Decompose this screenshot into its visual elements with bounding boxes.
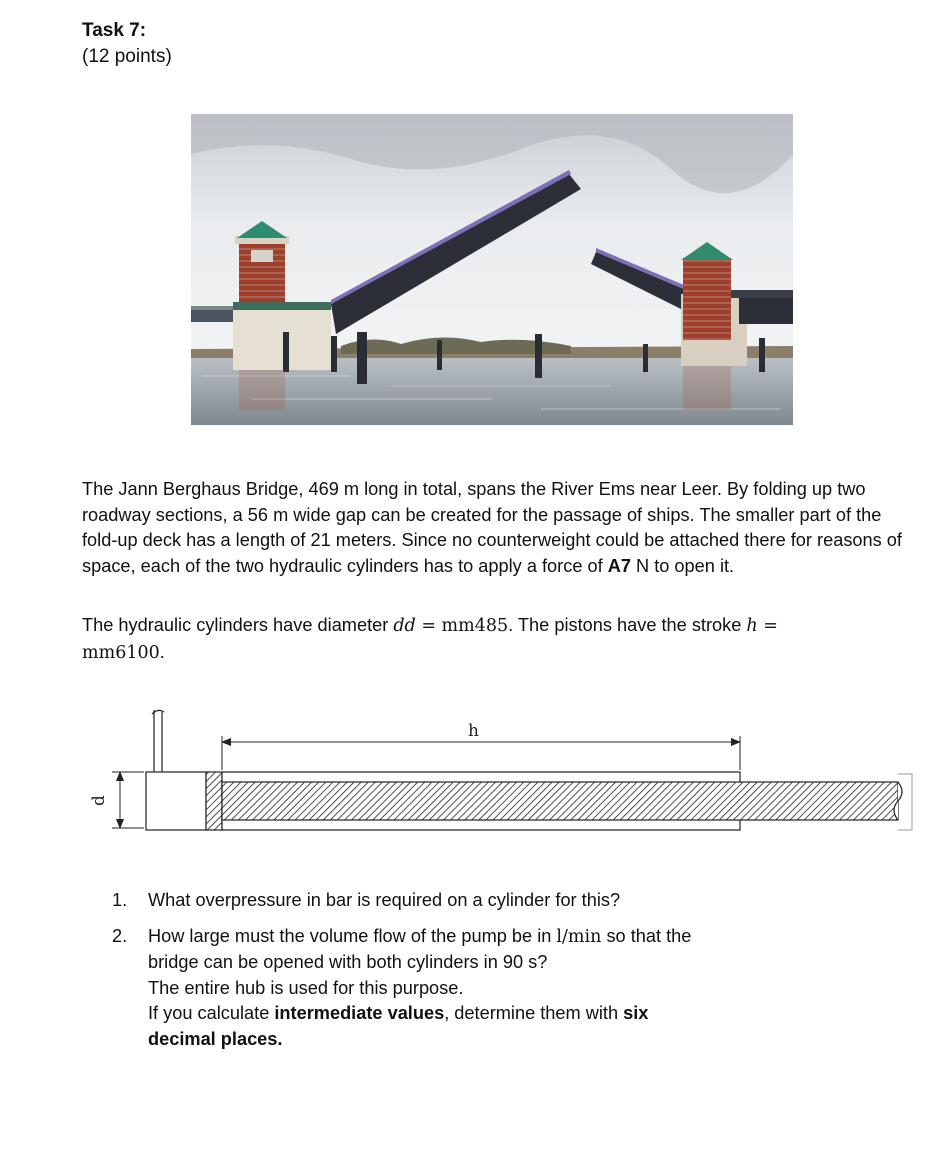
intro-paragraph (82, 477, 902, 579)
hint-text-a: If you calculate (148, 1003, 275, 1024)
specs-text-a: The hydraulic cylinders have diameter (82, 615, 394, 635)
bridge-photo (191, 114, 793, 425)
intro-text-end: N to open it. (630, 555, 735, 576)
force-placeholder: A7 (607, 555, 631, 576)
h-label: h (468, 721, 479, 741)
task-points: (12 points) (82, 46, 172, 67)
question-line-3: The entire hub is used for this purpose. (148, 977, 464, 998)
hint-bold-1: intermediate values (274, 1003, 445, 1024)
d-label: d (89, 795, 109, 806)
question-hint (148, 1001, 872, 1027)
stroke-equals: = (757, 616, 778, 636)
question-hint-end (148, 1027, 872, 1053)
diameter-symbol: dd (393, 616, 416, 636)
stroke-value: mm6100 (82, 642, 160, 663)
question-line-2: bridge can be opened with both cylinders in 90 s? (148, 952, 548, 973)
cylinder-diagram (82, 700, 914, 840)
question-text: How large must the volume flow of the pump be in (148, 925, 557, 946)
question-number: 1. (112, 890, 128, 910)
piston (206, 772, 222, 830)
question-2 (112, 924, 872, 1053)
question-text: What overpressure in bar is required on a cylinder for this? (148, 890, 621, 910)
piston-rod (222, 782, 898, 820)
hint-text-c: , determine them with (444, 1003, 624, 1024)
cylinder-cap (146, 772, 206, 830)
cylinder-specs (82, 613, 902, 666)
question-1 (112, 888, 872, 914)
unit-formula: l/min (556, 926, 602, 947)
right-tower (683, 258, 731, 340)
diameter-formula (393, 616, 508, 636)
hint-bold-2: six (623, 1003, 649, 1024)
intro-text: The Jann Berghaus Bridge, 469 m long in total, spans the River Ems near Leer. By folding up two roadway sections, a 56 m wide gap can be created for the passage of ships. The smaller part of the fold-up deck has a length of 21 meters. Since no counterweight could be attached there for reasons of space, each of the two hydraulic cylinders has to apply a force of (82, 479, 902, 576)
question-list (112, 888, 872, 1063)
specs-text-c: . (159, 641, 165, 662)
question-number: 2. (112, 925, 128, 946)
question-text-b: so that the (601, 925, 692, 946)
specs-text-b: . The pistons have the stroke (508, 615, 747, 635)
stroke-symbol: h (746, 616, 758, 636)
task-title: Task 7: (82, 20, 147, 41)
diameter-value: = mm485 (415, 616, 509, 636)
hint-bold-3: decimal places. (148, 1028, 283, 1049)
